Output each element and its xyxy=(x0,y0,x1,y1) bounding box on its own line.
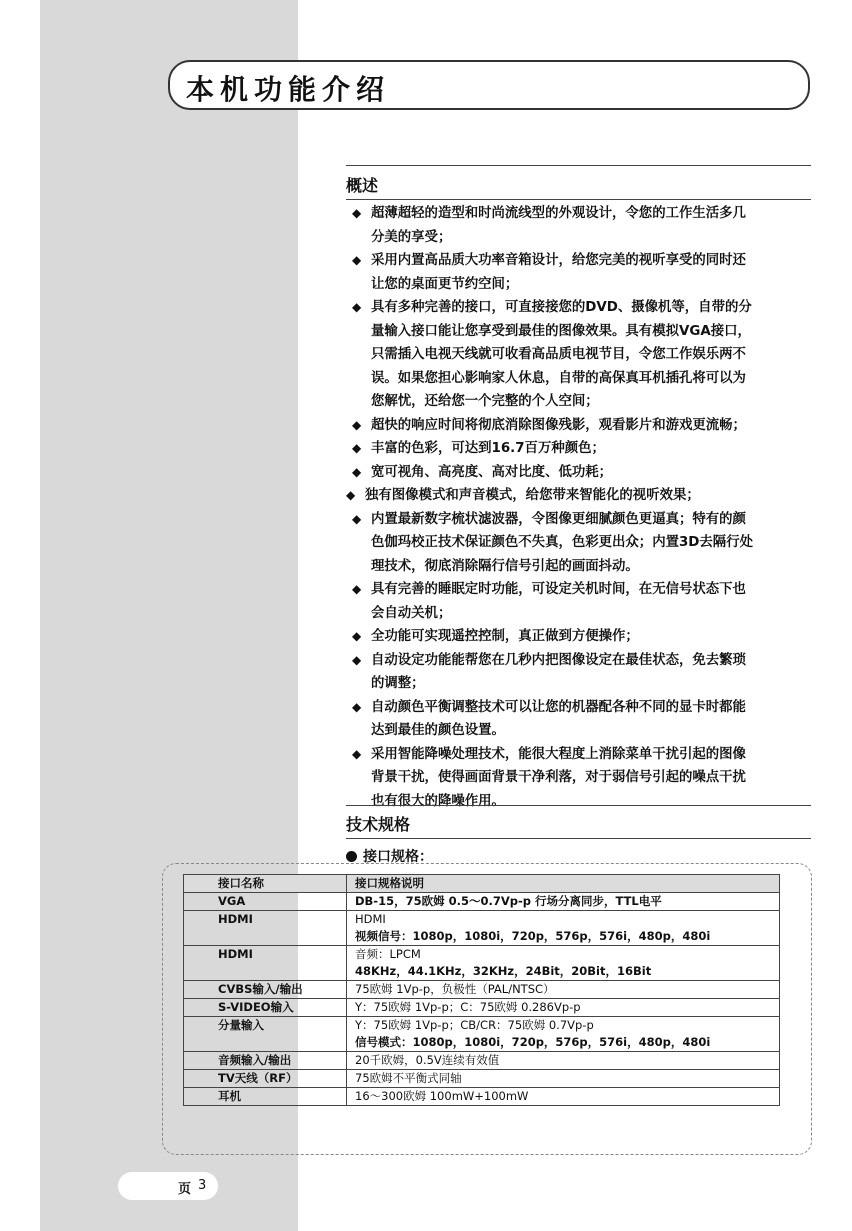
diamond-bullet-icon: ◆ xyxy=(352,746,362,761)
feature-item xyxy=(352,202,812,249)
feature-item xyxy=(352,696,812,743)
table-row xyxy=(184,1070,780,1088)
feature-line: 采用内置高品质大功率音箱设计，给您完美的视听享受的同时还 xyxy=(371,253,746,268)
feature-item xyxy=(352,508,812,579)
diamond-bullet-icon: ◆ xyxy=(352,652,362,667)
desc-line: Y：75欧姆 1Vp-p；CB/CR：75欧姆 0.7Vp-p xyxy=(355,1018,594,1032)
feature-line: 您解忧，还给您一个完整的个人空间； xyxy=(371,394,599,409)
feature-line: 全功能可实现遥控控制，真正做到方便操作； xyxy=(371,629,639,644)
interface-name: 分量输入 xyxy=(184,1017,347,1052)
interface-desc xyxy=(347,1088,780,1106)
interface-name: 音频输入/输出 xyxy=(184,1052,347,1070)
feature-item xyxy=(352,296,812,414)
table-header-row xyxy=(184,875,780,893)
feature-line: 超快的响应时间将彻底消除图像残影，观看影片和游戏更流畅； xyxy=(371,417,746,433)
table-row xyxy=(184,946,780,981)
desc-line: DB-15，75欧姆 0.5～0.7Vp-p 行场分离同步，TTL电平 xyxy=(355,894,662,908)
table-row xyxy=(184,999,780,1017)
desc-line: 75欧姆 1Vp-p，负极性（PAL/NTSC） xyxy=(355,982,555,996)
overview-heading: 概述 xyxy=(346,173,811,200)
interface-name: CVBS输入/输出 xyxy=(184,981,347,999)
col-header-desc: 接口规格说明 xyxy=(347,875,780,893)
feature-item xyxy=(352,414,812,438)
feature-line: 会自动关机； xyxy=(371,605,452,621)
desc-line: 20千欧姆，0.5V连续有效值 xyxy=(355,1053,500,1067)
feature-line: 独有图像模式和声音模式，给您带来智能化的视听效果； xyxy=(365,488,700,503)
feature-line: 只需插入电视天线就可收看高品质电视节目，令您工作娱乐两不 xyxy=(371,347,746,362)
feature-line: 达到最佳的颜色设置。 xyxy=(371,723,505,738)
page-number-tab xyxy=(118,1172,218,1200)
feature-item xyxy=(352,437,812,461)
feature-line: 误。如果您担心影响家人休息，自带的高保真耳机插孔将可以为 xyxy=(371,370,746,386)
diamond-bullet-icon: ◆ xyxy=(352,206,362,220)
desc-line: 视频信号：1080p，1080i，720p，576p，576i，480p，480i xyxy=(355,929,711,943)
feature-line: 超薄超轻的造型和时尚流线型的外观设计，令您的工作生活多几 xyxy=(371,206,746,221)
desc-line: HDMI xyxy=(355,912,386,926)
table-row xyxy=(184,1088,780,1106)
desc-line: 48KHz，44.1KHz，32KHz，24Bit，20Bit，16Bit xyxy=(355,964,652,978)
diamond-bullet-icon: ◆ xyxy=(352,253,362,267)
table-row xyxy=(184,1017,780,1052)
feature-item xyxy=(352,743,812,814)
interface-desc xyxy=(347,893,780,911)
diamond-bullet-icon: ◆ xyxy=(352,441,362,455)
feature-line: 的调整； xyxy=(371,676,425,691)
feature-line: 分美的享受； xyxy=(371,229,452,245)
diamond-bullet-icon: ◆ xyxy=(352,464,362,479)
diamond-bullet-icon: ◆ xyxy=(352,582,362,596)
interface-desc xyxy=(347,999,780,1017)
diamond-bullet-icon: ◆ xyxy=(352,417,362,432)
table-row xyxy=(184,911,780,946)
bullet-dot-icon xyxy=(346,851,357,862)
feature-line: 色伽玛校正技术保证颜色不失真，色彩更出众；内置3D去隔行处 xyxy=(371,535,753,550)
feature-line: 内置最新数字梳状滤波器，令图像更细腻颜色更逼真；特有的颜 xyxy=(371,511,746,527)
interface-name: HDMI xyxy=(184,946,347,981)
interface-desc xyxy=(347,981,780,999)
title-box xyxy=(168,60,810,110)
desc-line: 信号模式：1080p，1080i，720p，576p，576i，480p，480i xyxy=(355,1035,711,1049)
diamond-bullet-icon: ◆ xyxy=(352,629,362,643)
feature-item xyxy=(346,484,812,508)
feature-line: 也有很大的降噪作用。 xyxy=(371,793,505,809)
interface-desc xyxy=(347,1017,780,1052)
table-row xyxy=(184,1052,780,1070)
desc-line: Y：75欧姆 1Vp-p；C：75欧姆 0.286Vp-p xyxy=(355,1000,581,1014)
interface-desc xyxy=(347,911,780,946)
overview-top-rule xyxy=(346,165,811,166)
feature-line: 具有多种完善的接口，可直接接您的DVD、摄像机等，自带的分 xyxy=(371,300,752,315)
feature-item xyxy=(352,578,812,625)
interface-spec-text: 接口规格： xyxy=(363,849,433,865)
interface-name: TV天线（RF） xyxy=(184,1070,347,1088)
desc-line: 16～300欧姆 100mW+100mW xyxy=(355,1089,529,1103)
diamond-bullet-icon: ◆ xyxy=(346,488,356,502)
desc-line: 音频：LPCM xyxy=(355,947,421,961)
interface-desc xyxy=(347,1070,780,1088)
feature-line: 宽可视角、高亮度、高对比度、低功耗； xyxy=(371,464,613,480)
specs-heading: 技术规格 xyxy=(346,812,811,839)
table-row xyxy=(184,981,780,999)
diamond-bullet-icon: ◆ xyxy=(352,699,362,714)
page-label: 页 xyxy=(178,1182,192,1197)
interface-name: S-VIDEO输入 xyxy=(184,999,347,1017)
feature-line: 让您的桌面更节约空间； xyxy=(371,276,519,292)
feature-line: 理技术，彻底消除隔行信号引起的画面抖动。 xyxy=(371,558,639,574)
interface-desc xyxy=(347,946,780,981)
page-title: 本机功能介绍 xyxy=(186,73,391,106)
feature-line: 背景干扰，使得画面背景干净利落，对于弱信号引起的噪点干扰 xyxy=(371,770,746,785)
interface-desc xyxy=(347,1052,780,1070)
feature-line: 丰富的色彩，可达到16.7百万种颜色； xyxy=(371,441,605,456)
interface-name: HDMI xyxy=(184,911,347,946)
feature-list xyxy=(346,202,812,813)
feature-item xyxy=(352,249,812,296)
desc-line: 75欧姆不平衡式同轴 xyxy=(355,1071,462,1085)
feature-item xyxy=(352,625,812,649)
spec-table xyxy=(183,874,780,1106)
feature-line: 采用智能降噪处理技术，能很大程度上消除菜单干扰引起的图像 xyxy=(371,746,746,762)
feature-item xyxy=(352,649,812,696)
feature-line: 自动设定功能能帮您在几秒内把图像设定在最佳状态，免去繁琐 xyxy=(371,652,746,668)
page-number: 3 xyxy=(198,1178,207,1193)
interface-name: VGA xyxy=(184,893,347,911)
feature-line: 具有完善的睡眠定时功能，可设定关机时间，在无信号状态下也 xyxy=(371,582,746,597)
interface-name: 耳机 xyxy=(184,1088,347,1106)
feature-line: 量输入接口能让您享受到最佳的图像效果。具有模拟VGA接口， xyxy=(371,323,751,339)
feature-line: 自动颜色平衡调整技术可以让您的机器配各种不同的显卡时都能 xyxy=(371,699,746,715)
specs-top-rule xyxy=(346,805,811,806)
table-row xyxy=(184,893,780,911)
diamond-bullet-icon: ◆ xyxy=(352,511,362,526)
feature-item xyxy=(352,461,812,485)
col-header-name: 接口名称 xyxy=(184,875,347,893)
diamond-bullet-icon: ◆ xyxy=(352,300,362,314)
